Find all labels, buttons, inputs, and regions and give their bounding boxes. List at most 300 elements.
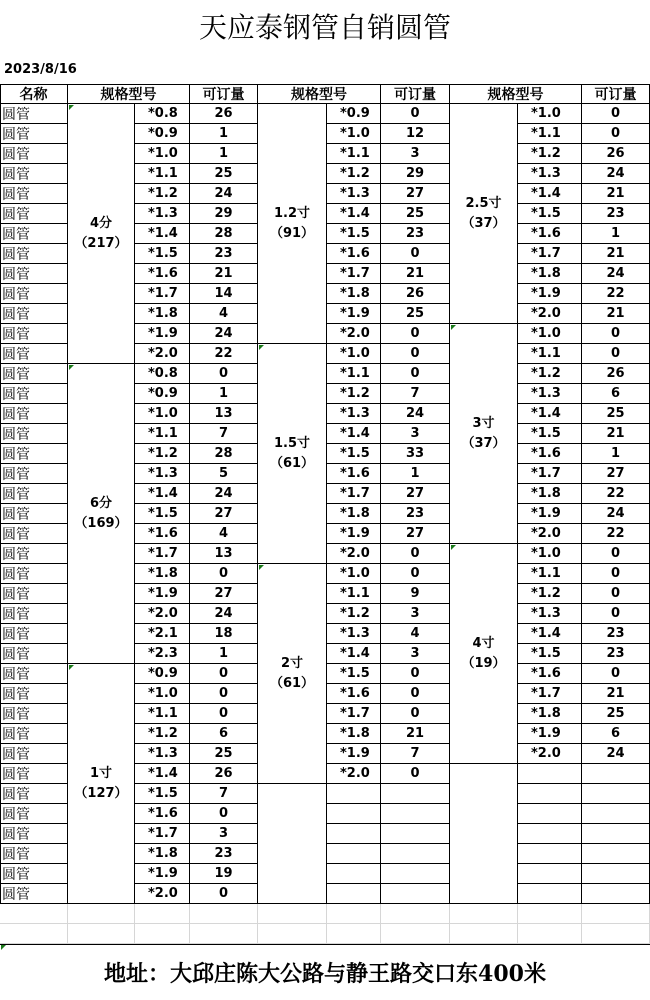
qty-cell: 7 bbox=[190, 784, 258, 804]
qty-cell: 0 bbox=[190, 664, 258, 684]
grid-cell bbox=[190, 924, 258, 944]
row-name: 圆管 bbox=[0, 644, 68, 664]
empty-spec-cell bbox=[327, 804, 381, 824]
cell-comment-marker bbox=[69, 665, 74, 670]
qty-cell: 24 bbox=[190, 484, 258, 504]
row-name: 圆管 bbox=[0, 404, 68, 424]
qty-cell: 27 bbox=[381, 524, 450, 544]
empty-spec-cell bbox=[518, 804, 582, 824]
empty-qty-cell bbox=[381, 804, 450, 824]
qty-cell: 26 bbox=[190, 104, 258, 124]
qty-cell: 26 bbox=[582, 364, 650, 384]
spec-cell: *1.3 bbox=[327, 404, 381, 424]
spec-cell: *1.5 bbox=[327, 664, 381, 684]
size-total: （91） bbox=[269, 225, 315, 241]
spec-cell: *1.9 bbox=[518, 284, 582, 304]
row-name: 圆管 bbox=[0, 484, 68, 504]
empty-spec-cell bbox=[518, 884, 582, 904]
qty-cell: 0 bbox=[381, 564, 450, 584]
empty-qty-cell bbox=[381, 844, 450, 864]
size-label: 1寸 bbox=[89, 765, 113, 781]
header-qty: 可订量 bbox=[582, 84, 650, 104]
qty-cell: 25 bbox=[381, 304, 450, 324]
size-group bbox=[68, 104, 135, 364]
spec-cell: *1.6 bbox=[518, 224, 582, 244]
size-label: 6分 bbox=[89, 495, 113, 511]
row-name: 圆管 bbox=[0, 604, 68, 624]
spec-cell: *1.1 bbox=[518, 564, 582, 584]
spec-cell: *1.8 bbox=[518, 484, 582, 504]
empty-spec-cell bbox=[327, 844, 381, 864]
row-name: 圆管 bbox=[0, 544, 68, 564]
qty-cell: 5 bbox=[190, 464, 258, 484]
empty-spec-cell bbox=[518, 824, 582, 844]
spec-cell: *2.3 bbox=[135, 644, 190, 664]
row-name: 圆管 bbox=[0, 824, 68, 844]
spec-cell: *1.2 bbox=[135, 444, 190, 464]
qty-cell: 0 bbox=[190, 684, 258, 704]
qty-cell: 1 bbox=[582, 444, 650, 464]
empty-qty-cell bbox=[381, 824, 450, 844]
qty-cell: 23 bbox=[190, 844, 258, 864]
row-name: 圆管 bbox=[0, 724, 68, 744]
spec-cell: *1.7 bbox=[135, 824, 190, 844]
spec-cell: *1.0 bbox=[135, 684, 190, 704]
qty-cell: 3 bbox=[381, 144, 450, 164]
size-group bbox=[450, 544, 518, 764]
row-name: 圆管 bbox=[0, 764, 68, 784]
qty-cell: 0 bbox=[582, 324, 650, 344]
header-spec: 规格型号 bbox=[68, 84, 190, 104]
empty-spec-cell bbox=[327, 784, 381, 804]
empty-qty-cell bbox=[582, 884, 650, 904]
spec-cell: *1.5 bbox=[327, 224, 381, 244]
spec-cell: *1.4 bbox=[518, 184, 582, 204]
spec-cell: *1.5 bbox=[518, 644, 582, 664]
spec-cell: *1.5 bbox=[518, 424, 582, 444]
spec-cell: *0.9 bbox=[135, 664, 190, 684]
qty-cell: 0 bbox=[381, 344, 450, 364]
qty-cell: 0 bbox=[582, 344, 650, 364]
qty-cell: 24 bbox=[582, 744, 650, 764]
row-name: 圆管 bbox=[0, 864, 68, 884]
qty-cell: 21 bbox=[582, 684, 650, 704]
spec-cell: *1.4 bbox=[135, 224, 190, 244]
empty-qty-cell bbox=[582, 864, 650, 884]
qty-cell: 27 bbox=[582, 464, 650, 484]
qty-cell: 21 bbox=[582, 244, 650, 264]
header-qty: 可订量 bbox=[190, 84, 258, 104]
spec-cell: *1.1 bbox=[135, 704, 190, 724]
row-name: 圆管 bbox=[0, 284, 68, 304]
qty-cell: 6 bbox=[190, 724, 258, 744]
qty-cell: 21 bbox=[381, 264, 450, 284]
grid-cell bbox=[450, 904, 518, 924]
address-footer: 地址：大邱庄陈大公路与静王路交口东400米 bbox=[0, 944, 650, 1000]
row-name: 圆管 bbox=[0, 344, 68, 364]
qty-cell: 13 bbox=[190, 404, 258, 424]
spec-cell: *1.4 bbox=[518, 404, 582, 424]
size-group bbox=[450, 324, 518, 544]
row-name: 圆管 bbox=[0, 844, 68, 864]
spec-cell: *1.3 bbox=[518, 164, 582, 184]
qty-cell: 0 bbox=[381, 324, 450, 344]
size-total: （19） bbox=[461, 655, 506, 671]
spec-cell: *2.0 bbox=[518, 524, 582, 544]
spec-cell: *0.9 bbox=[327, 104, 381, 124]
qty-cell: 9 bbox=[381, 584, 450, 604]
row-name: 圆管 bbox=[0, 784, 68, 804]
spec-cell: *1.8 bbox=[135, 564, 190, 584]
spec-cell: *1.2 bbox=[518, 144, 582, 164]
size-group bbox=[450, 104, 518, 324]
size-label: 1.2寸 bbox=[273, 205, 311, 221]
grid-cell bbox=[0, 904, 68, 924]
spec-cell: *1.6 bbox=[518, 664, 582, 684]
grid-cell bbox=[190, 904, 258, 924]
qty-cell: 4 bbox=[190, 524, 258, 544]
grid-cell bbox=[381, 924, 450, 944]
qty-cell: 13 bbox=[190, 544, 258, 564]
row-name: 圆管 bbox=[0, 704, 68, 724]
size-total: （37） bbox=[461, 215, 506, 231]
spec-cell: *1.3 bbox=[518, 384, 582, 404]
qty-cell: 24 bbox=[582, 264, 650, 284]
qty-cell: 0 bbox=[582, 584, 650, 604]
qty-cell: 26 bbox=[190, 764, 258, 784]
qty-cell: 22 bbox=[582, 284, 650, 304]
spec-cell: *2.0 bbox=[135, 604, 190, 624]
row-name: 圆管 bbox=[0, 504, 68, 524]
qty-cell: 1 bbox=[381, 464, 450, 484]
qty-cell: 0 bbox=[190, 704, 258, 724]
row-name: 圆管 bbox=[0, 464, 68, 484]
page-title: 天应泰钢管自销圆管 bbox=[198, 11, 451, 44]
spec-cell: *1.4 bbox=[135, 484, 190, 504]
spec-cell: *1.7 bbox=[327, 704, 381, 724]
qty-cell: 0 bbox=[381, 104, 450, 124]
grid-cell bbox=[135, 924, 190, 944]
row-name: 圆管 bbox=[0, 104, 68, 124]
grid-cell bbox=[327, 904, 381, 924]
row-name: 圆管 bbox=[0, 164, 68, 184]
spec-cell: *1.8 bbox=[518, 704, 582, 724]
spec-cell: *1.5 bbox=[327, 444, 381, 464]
spec-cell: *1.0 bbox=[135, 404, 190, 424]
spec-cell: *1.2 bbox=[135, 184, 190, 204]
qty-cell: 7 bbox=[381, 384, 450, 404]
qty-cell: 7 bbox=[190, 424, 258, 444]
row-name: 圆管 bbox=[0, 684, 68, 704]
qty-cell: 27 bbox=[190, 584, 258, 604]
spec-cell: *1.9 bbox=[135, 324, 190, 344]
row-name: 圆管 bbox=[0, 364, 68, 384]
qty-cell: 24 bbox=[190, 324, 258, 344]
size-group bbox=[258, 344, 327, 564]
spec-cell: *1.5 bbox=[518, 204, 582, 224]
qty-cell: 23 bbox=[381, 224, 450, 244]
row-name: 圆管 bbox=[0, 184, 68, 204]
spec-cell: *1.6 bbox=[327, 244, 381, 264]
spec-cell: *1.9 bbox=[518, 724, 582, 744]
qty-cell: 27 bbox=[190, 504, 258, 524]
qty-cell: 26 bbox=[582, 144, 650, 164]
spec-cell: *1.2 bbox=[518, 584, 582, 604]
spec-cell: *0.8 bbox=[135, 104, 190, 124]
grid-cell bbox=[582, 904, 650, 924]
empty-spec-cell bbox=[518, 784, 582, 804]
row-name: 圆管 bbox=[0, 304, 68, 324]
spec-cell: *1.2 bbox=[327, 164, 381, 184]
row-name: 圆管 bbox=[0, 384, 68, 404]
grid-cell bbox=[68, 904, 135, 924]
spec-cell: *2.0 bbox=[518, 744, 582, 764]
size-group bbox=[258, 104, 327, 344]
size-label: 4分 bbox=[89, 215, 113, 231]
qty-cell: 25 bbox=[190, 744, 258, 764]
grid-cell bbox=[135, 904, 190, 924]
row-name: 圆管 bbox=[0, 664, 68, 684]
spec-cell: *1.5 bbox=[135, 244, 190, 264]
size-total: （169） bbox=[74, 515, 128, 531]
qty-cell: 1 bbox=[582, 224, 650, 244]
spec-cell: *1.1 bbox=[327, 364, 381, 384]
qty-cell: 23 bbox=[582, 204, 650, 224]
qty-cell: 0 bbox=[582, 124, 650, 144]
qty-cell: 18 bbox=[190, 624, 258, 644]
qty-cell: 1 bbox=[190, 144, 258, 164]
qty-cell: 0 bbox=[381, 364, 450, 384]
qty-cell: 27 bbox=[381, 184, 450, 204]
empty-qty-cell bbox=[582, 764, 650, 784]
spec-cell: *1.9 bbox=[135, 864, 190, 884]
spec-cell: *1.5 bbox=[135, 504, 190, 524]
spec-cell: *1.4 bbox=[327, 644, 381, 664]
qty-cell: 26 bbox=[381, 284, 450, 304]
empty-group-cell bbox=[450, 764, 518, 904]
qty-cell: 24 bbox=[190, 184, 258, 204]
spec-cell: *0.9 bbox=[135, 384, 190, 404]
qty-cell: 4 bbox=[190, 304, 258, 324]
empty-qty-cell bbox=[381, 884, 450, 904]
empty-spec-cell bbox=[518, 764, 582, 784]
spec-cell: *1.1 bbox=[518, 344, 582, 364]
qty-cell: 24 bbox=[190, 604, 258, 624]
qty-cell: 0 bbox=[582, 604, 650, 624]
qty-cell: 1 bbox=[190, 384, 258, 404]
header-name: 名称 bbox=[0, 84, 68, 104]
qty-cell: 1 bbox=[190, 644, 258, 664]
spec-cell: *1.4 bbox=[327, 424, 381, 444]
qty-cell: 7 bbox=[381, 744, 450, 764]
row-name: 圆管 bbox=[0, 884, 68, 904]
spec-cell: *1.3 bbox=[327, 624, 381, 644]
spec-cell: *1.9 bbox=[518, 504, 582, 524]
cell-comment-marker bbox=[69, 105, 74, 110]
qty-cell: 1 bbox=[190, 124, 258, 144]
spec-cell: *1.7 bbox=[518, 244, 582, 264]
grid-cell bbox=[518, 924, 582, 944]
row-name: 圆管 bbox=[0, 744, 68, 764]
row-name: 圆管 bbox=[0, 424, 68, 444]
spec-cell: *1.9 bbox=[327, 304, 381, 324]
grid-cell bbox=[582, 924, 650, 944]
qty-cell: 23 bbox=[582, 644, 650, 664]
size-label: 3寸 bbox=[472, 415, 495, 431]
qty-cell: 25 bbox=[582, 404, 650, 424]
qty-cell: 3 bbox=[190, 824, 258, 844]
row-name: 圆管 bbox=[0, 524, 68, 544]
spec-cell: *1.6 bbox=[327, 684, 381, 704]
qty-cell: 14 bbox=[190, 284, 258, 304]
row-name: 圆管 bbox=[0, 124, 68, 144]
size-label: 1.5寸 bbox=[273, 435, 311, 451]
spec-cell: *1.4 bbox=[518, 624, 582, 644]
row-name: 圆管 bbox=[0, 224, 68, 244]
spec-cell: *1.3 bbox=[135, 204, 190, 224]
spec-cell: *1.0 bbox=[135, 144, 190, 164]
qty-cell: 23 bbox=[582, 624, 650, 644]
spec-cell: *1.7 bbox=[518, 684, 582, 704]
empty-qty-cell bbox=[582, 804, 650, 824]
qty-cell: 0 bbox=[381, 244, 450, 264]
spec-cell: *1.9 bbox=[327, 744, 381, 764]
cell-comment-marker bbox=[451, 325, 456, 330]
size-total: （127） bbox=[74, 785, 128, 801]
qty-cell: 0 bbox=[381, 684, 450, 704]
qty-cell: 12 bbox=[381, 124, 450, 144]
qty-cell: 6 bbox=[582, 724, 650, 744]
qty-cell: 0 bbox=[190, 884, 258, 904]
grid-cell bbox=[0, 924, 68, 944]
qty-cell: 24 bbox=[381, 404, 450, 424]
qty-cell: 3 bbox=[381, 604, 450, 624]
row-name: 圆管 bbox=[0, 244, 68, 264]
cell-comment-marker bbox=[259, 345, 264, 350]
spec-cell: *1.3 bbox=[135, 464, 190, 484]
qty-cell: 22 bbox=[582, 524, 650, 544]
spec-cell: *1.1 bbox=[135, 164, 190, 184]
spec-cell: *2.0 bbox=[327, 764, 381, 784]
qty-cell: 0 bbox=[190, 804, 258, 824]
spec-cell: *2.0 bbox=[135, 344, 190, 364]
spec-cell: *1.8 bbox=[135, 844, 190, 864]
spec-cell: *2.0 bbox=[135, 884, 190, 904]
spec-cell: *1.0 bbox=[327, 564, 381, 584]
qty-cell: 0 bbox=[582, 104, 650, 124]
cell-comment-marker bbox=[69, 365, 74, 370]
empty-qty-cell bbox=[582, 784, 650, 804]
spec-cell: *1.6 bbox=[327, 464, 381, 484]
spec-cell: *1.2 bbox=[327, 384, 381, 404]
empty-qty-cell bbox=[381, 784, 450, 804]
size-label: 2.5寸 bbox=[465, 195, 502, 211]
header-spec: 规格型号 bbox=[258, 84, 381, 104]
spec-cell: *1.2 bbox=[327, 604, 381, 624]
empty-spec-cell bbox=[327, 884, 381, 904]
spec-cell: *2.0 bbox=[327, 544, 381, 564]
empty-spec-cell bbox=[327, 824, 381, 844]
qty-cell: 3 bbox=[381, 644, 450, 664]
qty-cell: 21 bbox=[381, 724, 450, 744]
empty-qty-cell bbox=[582, 824, 650, 844]
row-name: 圆管 bbox=[0, 804, 68, 824]
row-name: 圆管 bbox=[0, 144, 68, 164]
qty-cell: 4 bbox=[381, 624, 450, 644]
grid-cell bbox=[68, 924, 135, 944]
spec-cell: *1.0 bbox=[327, 344, 381, 364]
row-name: 圆管 bbox=[0, 324, 68, 344]
spec-cell: *1.9 bbox=[327, 524, 381, 544]
qty-cell: 28 bbox=[190, 444, 258, 464]
cell-comment-marker bbox=[451, 545, 456, 550]
qty-cell: 19 bbox=[190, 864, 258, 884]
spec-cell: *1.7 bbox=[518, 464, 582, 484]
qty-cell: 0 bbox=[381, 664, 450, 684]
cell-comment-marker bbox=[259, 565, 264, 570]
header-qty: 可订量 bbox=[381, 84, 450, 104]
qty-cell: 0 bbox=[381, 704, 450, 724]
spec-cell: *1.1 bbox=[327, 144, 381, 164]
spec-cell: *1.4 bbox=[135, 764, 190, 784]
grid-cell bbox=[381, 904, 450, 924]
qty-cell: 23 bbox=[190, 244, 258, 264]
size-total: （61） bbox=[269, 675, 315, 691]
spec-cell: *1.3 bbox=[135, 744, 190, 764]
spec-cell: *1.7 bbox=[327, 264, 381, 284]
spec-cell: *1.8 bbox=[327, 284, 381, 304]
qty-cell: 29 bbox=[190, 204, 258, 224]
spec-cell: *0.9 bbox=[135, 124, 190, 144]
spec-cell: *1.6 bbox=[135, 804, 190, 824]
qty-cell: 24 bbox=[582, 164, 650, 184]
spec-cell: *1.7 bbox=[135, 284, 190, 304]
qty-cell: 25 bbox=[582, 704, 650, 724]
empty-spec-cell bbox=[518, 844, 582, 864]
grid-cell bbox=[258, 924, 327, 944]
qty-cell: 33 bbox=[381, 444, 450, 464]
spec-cell: *1.1 bbox=[135, 424, 190, 444]
qty-cell: 22 bbox=[190, 344, 258, 364]
grid-cell bbox=[450, 924, 518, 944]
qty-cell: 0 bbox=[582, 544, 650, 564]
qty-cell: 21 bbox=[582, 424, 650, 444]
qty-cell: 21 bbox=[582, 184, 650, 204]
spec-cell: *1.8 bbox=[327, 724, 381, 744]
spec-cell: *1.1 bbox=[327, 584, 381, 604]
row-name: 圆管 bbox=[0, 264, 68, 284]
qty-cell: 28 bbox=[190, 224, 258, 244]
size-total: （61） bbox=[269, 455, 315, 471]
spec-cell: *1.6 bbox=[518, 444, 582, 464]
row-name: 圆管 bbox=[0, 624, 68, 644]
qty-cell: 0 bbox=[582, 564, 650, 584]
qty-cell: 21 bbox=[582, 304, 650, 324]
spec-cell: *1.8 bbox=[135, 304, 190, 324]
spec-cell: *2.0 bbox=[327, 324, 381, 344]
empty-spec-cell bbox=[518, 864, 582, 884]
spec-cell: *1.0 bbox=[518, 544, 582, 564]
spec-cell: *1.5 bbox=[135, 784, 190, 804]
empty-qty-cell bbox=[381, 864, 450, 884]
spec-cell: *1.6 bbox=[135, 524, 190, 544]
spec-cell: *1.1 bbox=[518, 124, 582, 144]
size-group bbox=[68, 364, 135, 664]
qty-cell: 3 bbox=[381, 424, 450, 444]
grid-cell bbox=[518, 904, 582, 924]
empty-group-cell bbox=[258, 784, 327, 904]
size-total: （37） bbox=[461, 435, 506, 451]
